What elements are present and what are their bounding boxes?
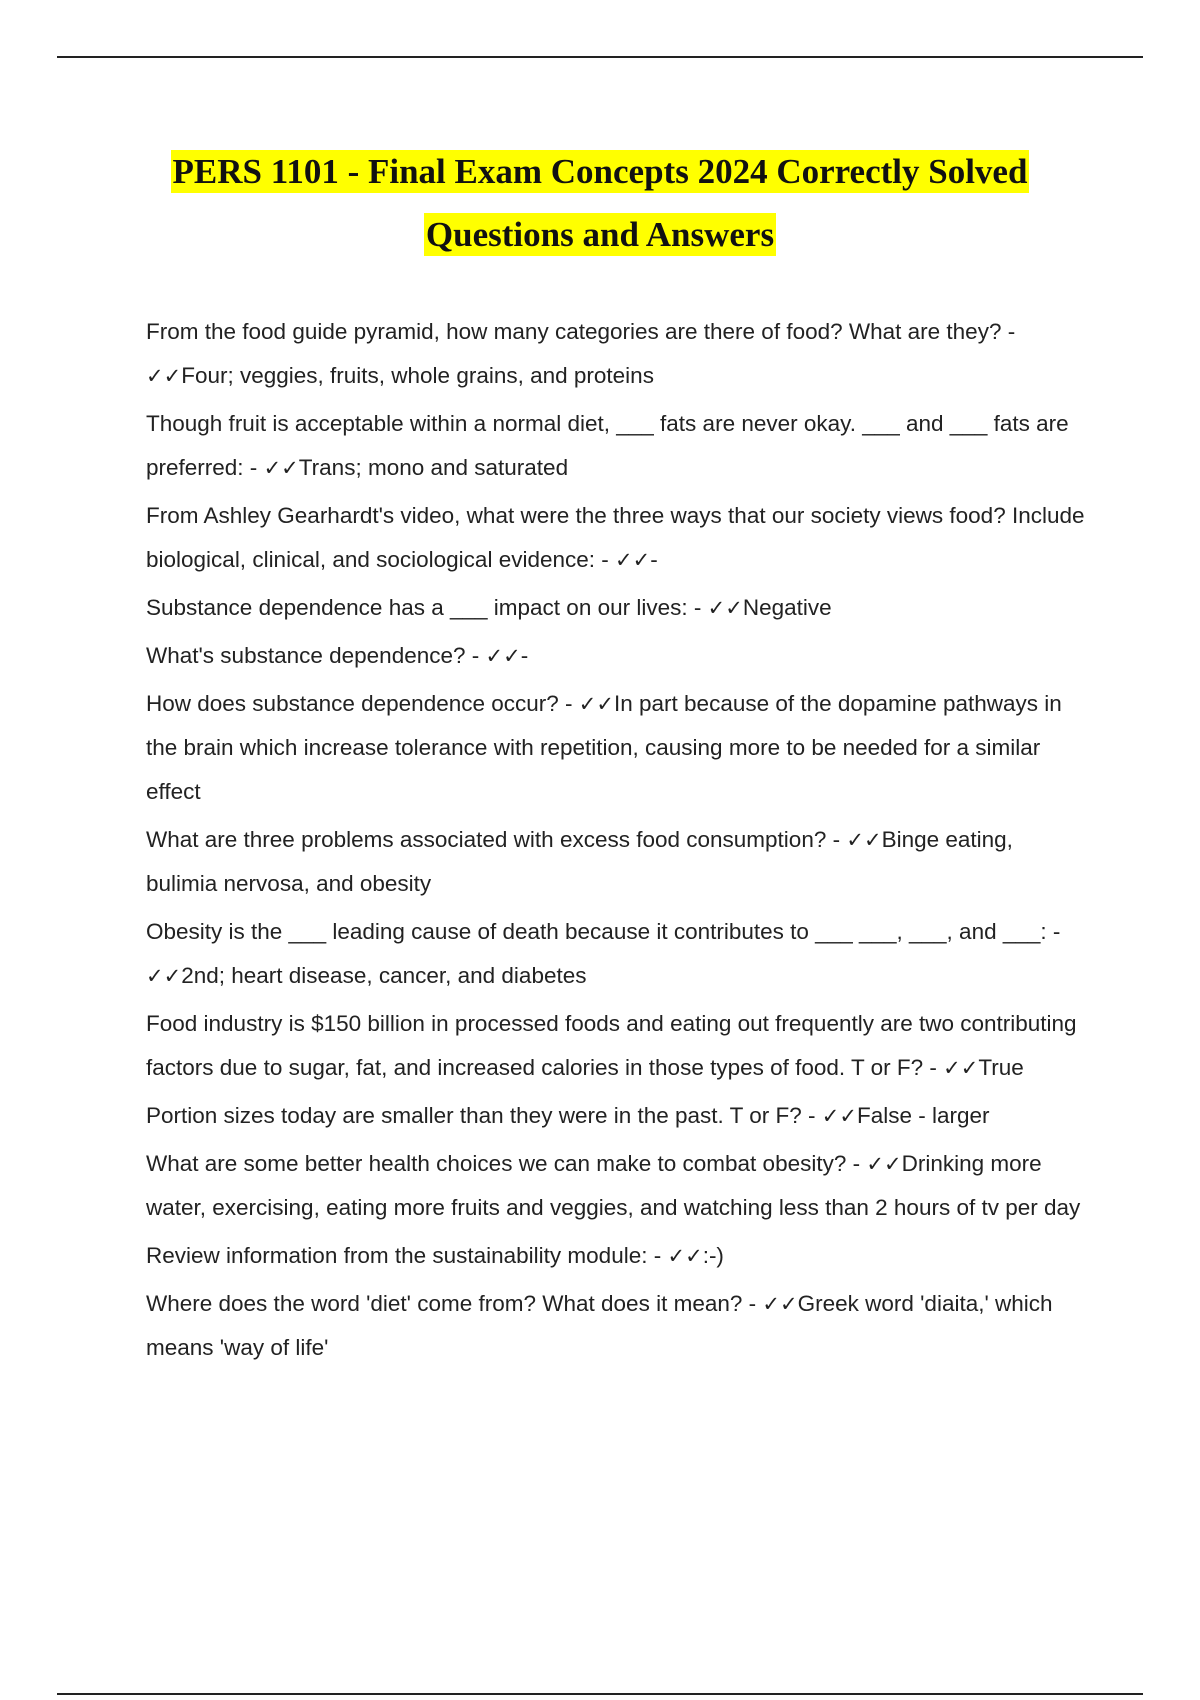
question-text: From Ashley Gearhardt's video, what were the three ways that our society views food? Include biological, clinical, and sociological evidence: - [146,503,1085,572]
qa-item [146,1094,1086,1138]
answer-text: Negative [742,595,832,620]
question-text: What are some better health choices we can make to combat obesity? - [146,1151,861,1176]
qa-item [146,1282,1086,1370]
answer-text: Drinking more water, exercising, eating more fruits and veggies, and watching less than 2 hours of tv per day [146,1151,1081,1220]
check-mark-icon: ✓✓ [578,692,614,716]
answer-text: Greek word 'diaita,' which means 'way of life' [146,1291,1053,1360]
question-text: Review information from the sustainability module: - [146,1243,662,1268]
check-mark-icon: ✓✓ [846,828,882,852]
qa-item [146,818,1086,906]
qa-item [146,634,1086,678]
check-mark-icon: ✓✓ [146,964,182,988]
question-text: Food industry is $150 billion in processed foods and eating out frequently are two contributing factors due to sugar, fat, and increased calories in those types of food. T or F? - [146,1011,1077,1080]
answer-text: - [650,547,658,572]
question-text: What are three problems associated with excess food consumption? - [146,827,841,852]
question-text: Substance dependence has a ___ impact on our lives: - [146,595,702,620]
check-mark-icon: ✓✓ [943,1056,979,1080]
qa-item [146,310,1086,398]
question-text: From the food guide pyramid, how many categories are there of food? What are they? - [146,319,1016,344]
check-mark-icon: ✓✓ [263,456,299,480]
answer-text: Four; veggies, fruits, whole grains, and proteins [181,363,654,388]
answer-text: Binge eating, bulimia nervosa, and obesity [146,827,1013,896]
question-text: Where does the word 'diet' come from? What does it mean? - [146,1291,757,1316]
check-mark-icon: ✓✓ [485,644,521,668]
title-line-1: PERS 1101 - Final Exam Concepts 2024 Correctly Solved [172,152,1028,191]
check-mark-icon: ✓✓ [707,596,743,620]
question-text: Portion sizes today are smaller than they were in the past. T or F? - [146,1103,816,1128]
answer-text: False - larger [856,1103,990,1128]
answer-text: Trans; mono and saturated [298,455,569,480]
top-rule [57,56,1143,58]
question-text: How does substance dependence occur? - [146,691,573,716]
answer-text: True [978,1055,1024,1080]
check-mark-icon: ✓✓ [146,364,182,388]
question-text: Though fruit is acceptable within a normal diet, ___ fats are never okay. ___ and ___ fats are preferred: - [146,411,1069,480]
bottom-rule [57,1693,1143,1695]
check-mark-icon: ✓✓ [762,1292,798,1316]
check-mark-icon: ✓✓ [866,1152,902,1176]
qa-item [146,494,1086,582]
qa-item [146,402,1086,490]
qa-item [146,1142,1086,1230]
document-title [60,140,1140,266]
answer-text: In part because of the dopamine pathways in the brain which increase tolerance with repetition, causing more to be needed for a similar effect [146,691,1062,804]
qa-item [146,1002,1086,1090]
check-mark-icon: ✓✓ [821,1104,857,1128]
question-text: Obesity is the ___ leading cause of death because it contributes to ___ ___, ___, and ___: - [146,919,1061,944]
title-line-2: Questions and Answers [425,215,775,254]
check-mark-icon: ✓✓ [615,548,651,572]
qa-item [146,910,1086,998]
qa-item [146,1234,1086,1278]
check-mark-icon: ✓✓ [667,1244,703,1268]
qa-list [146,310,1086,1374]
qa-item [146,586,1086,630]
answer-text: 2nd; heart disease, cancer, and diabetes [181,963,587,988]
answer-text: :-) [702,1243,724,1268]
question-text: What's substance dependence? - [146,643,480,668]
qa-item [146,682,1086,814]
answer-text: - [520,643,529,668]
